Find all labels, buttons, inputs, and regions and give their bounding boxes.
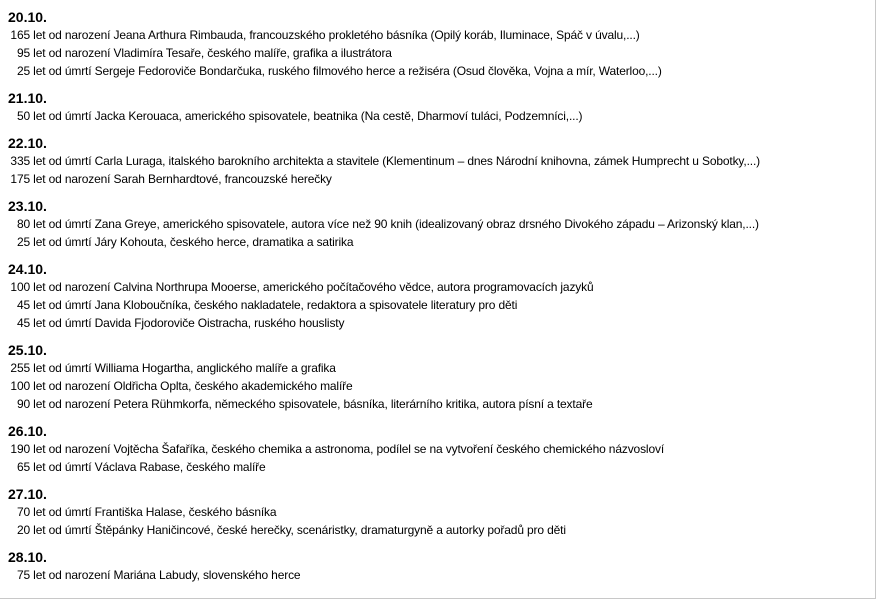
years-count: 65 [16, 460, 30, 474]
anniversary-list [8, 9, 874, 594]
day-block-21-10 [8, 90, 874, 125]
entry-text: let od narození Oldřicha Oplta, českého akademického malíře [30, 379, 353, 393]
entry-text: let od narození Vojtěcha Šafaříka, českého chemika a astronoma, podílel se na vytvoření českého chemického názvosloví [30, 442, 664, 456]
entry-text: let od úmrtí Štěpánky Haničincové, české herečky, scenáristky, dramaturgyně a autorky pořadů pro děti [30, 523, 566, 537]
years-count: 45 [16, 298, 30, 312]
years-count: 100 [10, 379, 30, 393]
anniversary-entry [8, 107, 874, 125]
years-count: 255 [10, 361, 30, 375]
anniversary-entry [8, 377, 874, 395]
day-date: 20.10. [8, 9, 47, 25]
day-date: 26.10. [8, 423, 47, 439]
anniversary-entry [8, 296, 874, 314]
years-count: 175 [10, 172, 30, 186]
years-count: 50 [16, 109, 30, 123]
day-date: 27.10. [8, 486, 47, 502]
anniversary-entry [8, 215, 874, 233]
entry-text: let od narození Petera Rühmkorfa, německého spisovatele, básníka, literárního kritika, autora písní a textaře [30, 397, 593, 411]
day-block-26-10 [8, 423, 874, 476]
day-block-23-10 [8, 198, 874, 251]
day-block-27-10 [8, 486, 874, 539]
years-count: 45 [16, 316, 30, 330]
anniversary-entry [8, 503, 874, 521]
years-count: 75 [16, 568, 30, 582]
day-date: 28.10. [8, 549, 47, 565]
anniversary-entry [8, 359, 874, 377]
entry-text: let od úmrtí Václava Rabase, českého malíře [30, 460, 266, 474]
day-date: 23.10. [8, 198, 47, 214]
years-count: 100 [10, 280, 30, 294]
anniversary-entry [8, 458, 874, 476]
years-count: 95 [16, 46, 30, 60]
years-count: 90 [16, 397, 30, 411]
entry-text: let od úmrtí Carla Luraga, italského barokního architekta a stavitele (Klementinum – dnes Národní knihovna, zámek Humprecht u Sobotky,...) [30, 154, 760, 168]
anniversary-entry [8, 314, 874, 332]
entry-text: let od úmrtí Williama Hogartha, anglického malíře a grafika [30, 361, 336, 375]
entry-text: let od narození Sarah Bernhardtové, francouzské herečky [30, 172, 332, 186]
years-count: 80 [16, 217, 30, 231]
years-count: 20 [16, 523, 30, 537]
day-block-20-10 [8, 9, 874, 80]
anniversary-entry [8, 152, 874, 170]
entry-text: let od narození Jeana Arthura Rimbauda, francouzského prokletého básníka (Opilý koráb, Iluminace, Spáč v úvalu,...) [30, 28, 640, 42]
anniversary-entry [8, 26, 874, 44]
entry-text: let od úmrtí Davida Fjodorovіče Oistracha, ruského houslisty [30, 316, 345, 330]
years-count: 335 [10, 154, 30, 168]
anniversary-entry [8, 233, 874, 251]
anniversary-entry [8, 566, 874, 584]
day-date: 22.10. [8, 135, 47, 151]
day-block-22-10 [8, 135, 874, 188]
entry-text: let od úmrtí Zana Greye, amerického spisovatele, autora více než 90 knih (idealizovaný obraz drsného Divokého západu – Arizonský klan,...) [30, 217, 759, 231]
entry-text: let od narození Vladimíra Tesaře, českého malíře, grafika a ilustrátora [30, 46, 392, 60]
day-date: 24.10. [8, 261, 47, 277]
day-block-28-10 [8, 549, 874, 584]
anniversary-entry [8, 62, 874, 80]
entry-text: let od úmrtí Františka Halase, českého básníka [30, 505, 277, 519]
entry-text: let od úmrtí Jacka Kerouaca, amerického spisovatele, beatnika (Na cestě, Dharmoví tuláci, Podzemníci,...) [30, 109, 583, 123]
years-count: 25 [16, 64, 30, 78]
years-count: 165 [10, 28, 30, 42]
anniversary-entry [8, 395, 874, 413]
anniversary-entry [8, 278, 874, 296]
anniversary-entry [8, 170, 874, 188]
entry-text: let od úmrtí Járy Kohouta, českého herce, dramatika a satirika [30, 235, 354, 249]
anniversary-entry [8, 521, 874, 539]
day-date: 25.10. [8, 342, 47, 358]
entry-text: let od úmrtí Jana Kloboučníka, českého nakladatele, redaktora a spisovatele literatury pro děti [30, 298, 518, 312]
day-block-25-10 [8, 342, 874, 413]
day-block-24-10 [8, 261, 874, 332]
anniversary-entry [8, 440, 874, 458]
entry-text: let od narození Mariána Labudy, slovenského herce [30, 568, 301, 582]
entry-text: let od narození Calvina Northrupa Mooerse, amerického počítačového vědce, autora programovacích jazyků [30, 280, 594, 294]
years-count: 25 [16, 235, 30, 249]
years-count: 70 [16, 505, 30, 519]
entry-text: let od úmrtí Sergeje Fedorovіče Bondarčuka, ruského filmového herce a režiséra (Osud člověka, Vojna a mír, Waterloo,...) [30, 64, 662, 78]
years-count: 190 [10, 442, 30, 456]
day-date: 21.10. [8, 90, 47, 106]
anniversary-entry [8, 44, 874, 62]
